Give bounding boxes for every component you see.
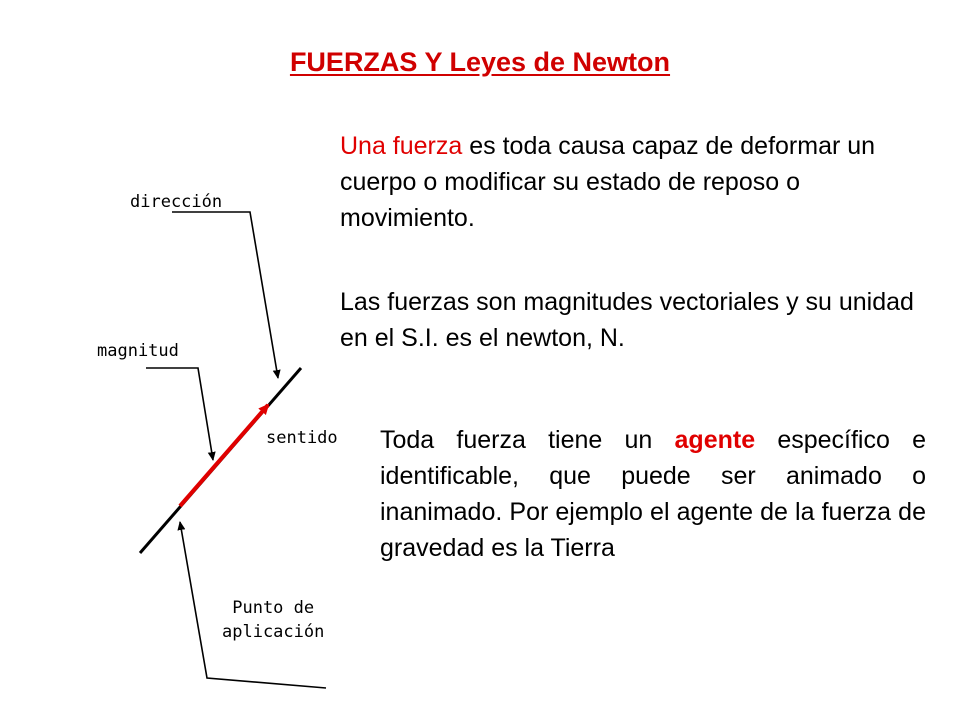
vector-magnitude-text: Las fuerzas son magnitudes vectoriales y su unidad en el S.I. es el newton, N. <box>340 288 914 352</box>
force-term: Una fuerza <box>340 132 463 160</box>
application-point-label-line2: aplicación <box>222 622 325 642</box>
application-point-label <box>222 596 324 644</box>
agent-term: agente <box>674 426 756 454</box>
magnitude-pointer <box>146 368 213 460</box>
slide-title: FUERZAS Y Leyes de Newton <box>289 47 671 77</box>
agent-text-after: específico e identificable, que puede ser animado o inanimado. Por ejemplo el agente de la fuerza de gravedad es la Tierra <box>380 426 926 562</box>
force-vector-arrow <box>180 405 268 506</box>
force-definition-text: es toda causa capaz de deformar un cuerpo o modificar su estado de reposo o movimiento. <box>340 132 876 232</box>
application-point-label-line1: Punto de <box>232 598 315 618</box>
direction-label: dirección <box>130 192 223 212</box>
direction-pointer <box>172 212 278 378</box>
agent-text-before: Toda fuerza tiene un <box>380 426 675 454</box>
sense-label: sentido <box>266 428 338 448</box>
magnitude-label: magnitud <box>97 341 179 361</box>
